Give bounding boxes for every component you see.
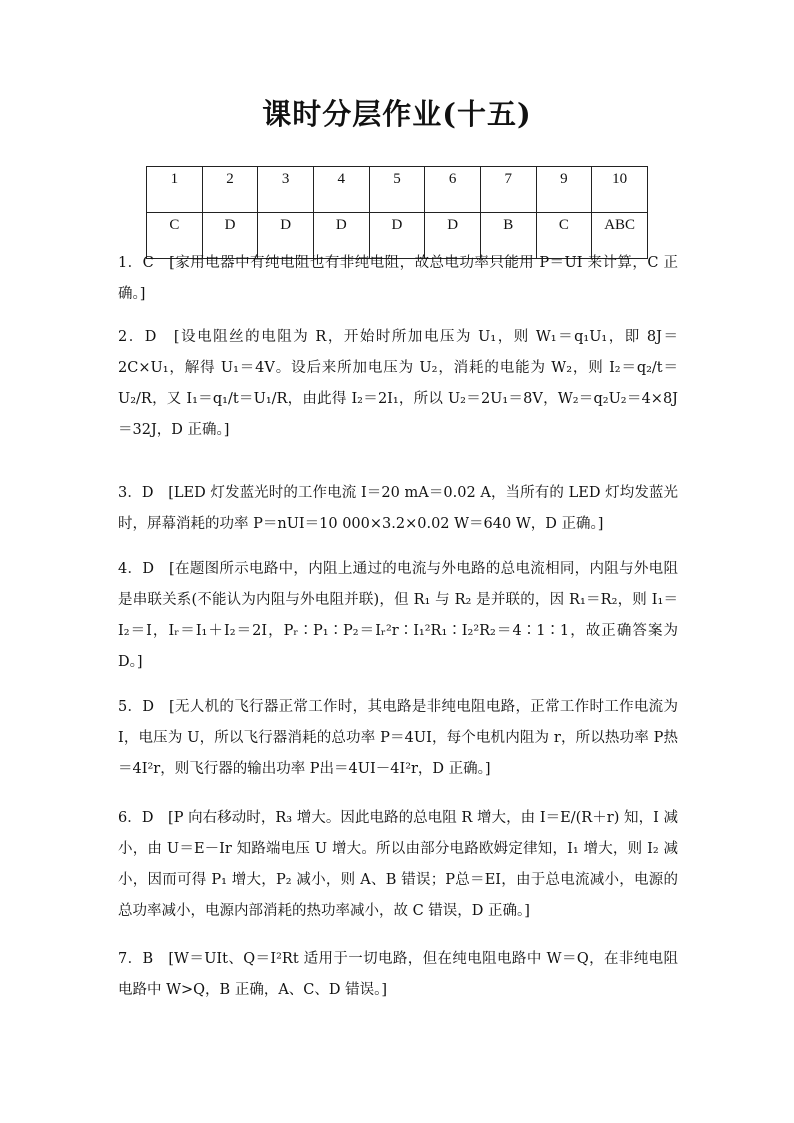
question-number: 2 (202, 167, 258, 213)
answer-letter: B (480, 213, 536, 259)
answer-letter: D (425, 213, 481, 259)
explanation-4: 4．D [在题图所示电路中，内阻上通过的电流与外电路的总电流相同，内阻与外电阻是串联关系(不能认为内阻与外电阻并联)，但 R₁ 与 R₂ 是并联的，因 R₁＝R₂，则 I₁＝I₂＝I，Iᵣ＝I₁＋I₂＝2I，Pᵣ∶P₁∶P₂＝Iᵣ²r∶I₁²R₁∶I₂²R₂＝4∶1∶1，故正确答案为 D。] (118, 561, 678, 670)
explanation-2: 2．D [设电阻丝的电阻为 R，开始时所加电压为 U₁，则 W₁＝q₁U₁，即 8J＝2C×U₁，解得 U₁＝4V。设后来所加电压为 U₂，消耗的电能为 W₂，则 I₂＝q₂/t＝U₂/R，又 I₁＝q₁/t＝U₁/R，由此得 I₂＝2I₁，所以 U₂＝2U₁＝8V，W₂＝q₂U₂＝4×8J＝32J，D 正确。] (118, 329, 678, 438)
explanation-5: 5．D [无人机的飞行器正常工作时，其电路是非纯电阻电路，正常工作时工作电流为 I，电压为 U，所以飞行器消耗的总功率 P＝4UI，每个电机内阻为 r，所以热功率 P热＝4I²r，则飞行器的输出功率 P出＝4UI－4I²r，D 正确。] (118, 699, 678, 777)
explanation-1: 1．C [家用电器中有纯电阻也有非纯电阻，故总电功率只能用 P＝UI 来计算，C 正确。] (118, 255, 678, 302)
question-number: 3 (258, 167, 314, 213)
question-number: 6 (425, 167, 481, 213)
page-title: 课时分层作业(十五) (262, 97, 532, 131)
question-number: 5 (369, 167, 425, 213)
explanation-6: 6．D [P 向右移动时，R₃ 增大。因此电路的总电阻 R 增大，由 I＝E/(R＋r) 知，I 减小，由 U＝E－Ir 知路端电压 U 增大。所以由部分电路欧姆定律知，I₁ 增大，则 I₂ 减小，因而可得 P₁ 增大，P₂ 减小，则 A、B 错误；P总＝EI，由于总电流减小，电源的总功率减小，电源内部消耗的热功率减小，故 C 错误，D 正确。] (118, 810, 678, 919)
answer-letter: D (313, 213, 369, 259)
question-number: 1 (147, 167, 203, 213)
answer-table-number-row (147, 167, 648, 213)
answer-letter: C (147, 213, 203, 259)
explanation-3: 3．D [LED 灯发蓝光时的工作电流 I＝20 mA＝0.02 A，当所有的 LED 灯均发蓝光时，屏幕消耗的功率 P＝nUI＝10 000×3.2×0.02 W＝640 W，D 正确。] (118, 485, 678, 532)
question-number: 10 (592, 167, 648, 213)
answer-letter: ABC (592, 213, 648, 259)
answer-letter: C (536, 213, 592, 259)
explanation-7: 7．B [W＝UIt、Q＝I²Rt 适用于一切电路，但在纯电阻电路中 W＝Q，在非纯电阻电路中 W>Q，B 正确，A、C、D 错误。] (118, 951, 678, 998)
answer-letter: D (258, 213, 314, 259)
answer-table (146, 166, 648, 259)
answer-letter: D (369, 213, 425, 259)
answer-letter: D (202, 213, 258, 259)
question-number: 9 (536, 167, 592, 213)
question-number: 7 (480, 167, 536, 213)
question-number: 4 (313, 167, 369, 213)
